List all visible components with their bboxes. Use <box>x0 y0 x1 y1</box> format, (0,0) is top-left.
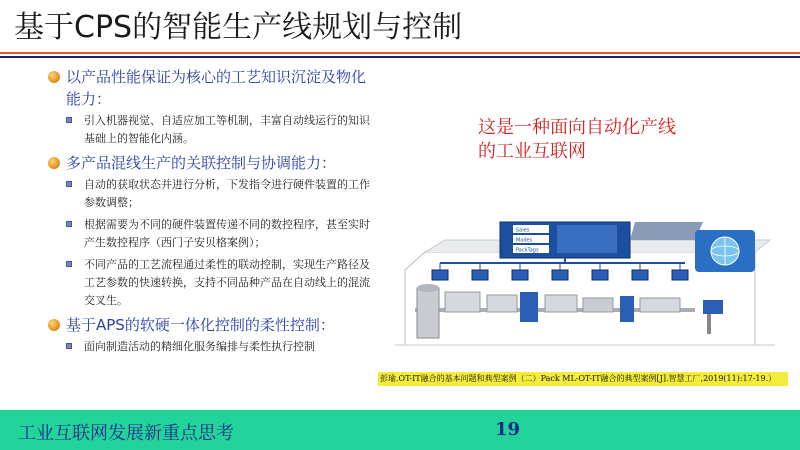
bullet-2 <box>48 152 378 174</box>
sub-bullet-2-3 <box>48 256 378 310</box>
bullet-dot-icon <box>48 157 60 169</box>
stack-label: Sales <box>516 227 530 234</box>
citation: 彭瑜.OT-IT融合的基本问题和典型案例（二）Pack ML-OT-IT融合的典型案例[J].智慧工厂,2019(11):17-19.） <box>378 372 788 386</box>
bullet-1-text: 以产品性能保证为核心的工艺知识沉淀及物化能力： <box>66 68 367 108</box>
square-bullet-icon <box>66 343 72 349</box>
production-machines <box>417 284 723 338</box>
production-line-diagram <box>385 200 785 350</box>
bullet-2-text: 多产品混线生产的关联控制与协调能力： <box>66 154 337 172</box>
page-number: 19 <box>495 419 521 440</box>
hmi-monitors <box>432 263 688 280</box>
stack-label: Modes <box>516 237 533 244</box>
sub-bullet-text: 引入机器视觉、自适应加工等机制，丰富自动线运行的知识基础上的智能化内涵。 <box>84 114 370 145</box>
sub-bullet-text: 自动的获取状态并进行分析，下发指令进行硬件装置的工作参数调整； <box>84 178 370 209</box>
footer-title: 工业互联网发展新重点思考 <box>18 423 234 444</box>
callout-text: 这是一种面向自动化产线的工业互联网 <box>478 117 676 162</box>
bullet-list <box>48 66 378 360</box>
square-bullet-icon <box>66 181 72 187</box>
sub-bullet-3-1 <box>48 338 378 356</box>
page-title: 基于CPS的智能生产线规划与控制 <box>14 10 463 45</box>
sub-bullet-text: 不同产品的工艺流程通过柔性的联动控制，实现生产路径及工艺参数的快速转换，支持不同品种产品在自动线上的混流交叉生。 <box>84 258 370 307</box>
bullet-3 <box>48 314 378 336</box>
sub-bullet-text: 根据需要为不同的硬件装置传递不同的数控程序，甚至实时产生数控程序（西门子安贝格案例）； <box>84 218 370 249</box>
square-bullet-icon <box>66 261 72 267</box>
sub-bullet-2-2 <box>48 216 378 252</box>
sub-bullet-1-1 <box>48 112 378 148</box>
bullet-dot-icon <box>48 71 60 83</box>
square-bullet-icon <box>66 117 72 123</box>
title-divider-red <box>0 52 800 54</box>
bullet-1 <box>48 66 378 110</box>
title-divider-blue <box>0 56 800 58</box>
sub-bullet-2-1 <box>48 176 378 212</box>
bullet-dot-icon <box>48 319 60 331</box>
sub-bullet-text: 面向制造活动的精细化服务编排与柔性执行控制 <box>84 340 315 353</box>
stack-label: PackTags <box>516 247 539 254</box>
bullet-3-text: 基于APS的软硬一体化控制的柔性控制： <box>66 316 335 334</box>
footer-bar <box>0 410 800 450</box>
square-bullet-icon <box>66 221 72 227</box>
control-stack <box>500 222 630 258</box>
